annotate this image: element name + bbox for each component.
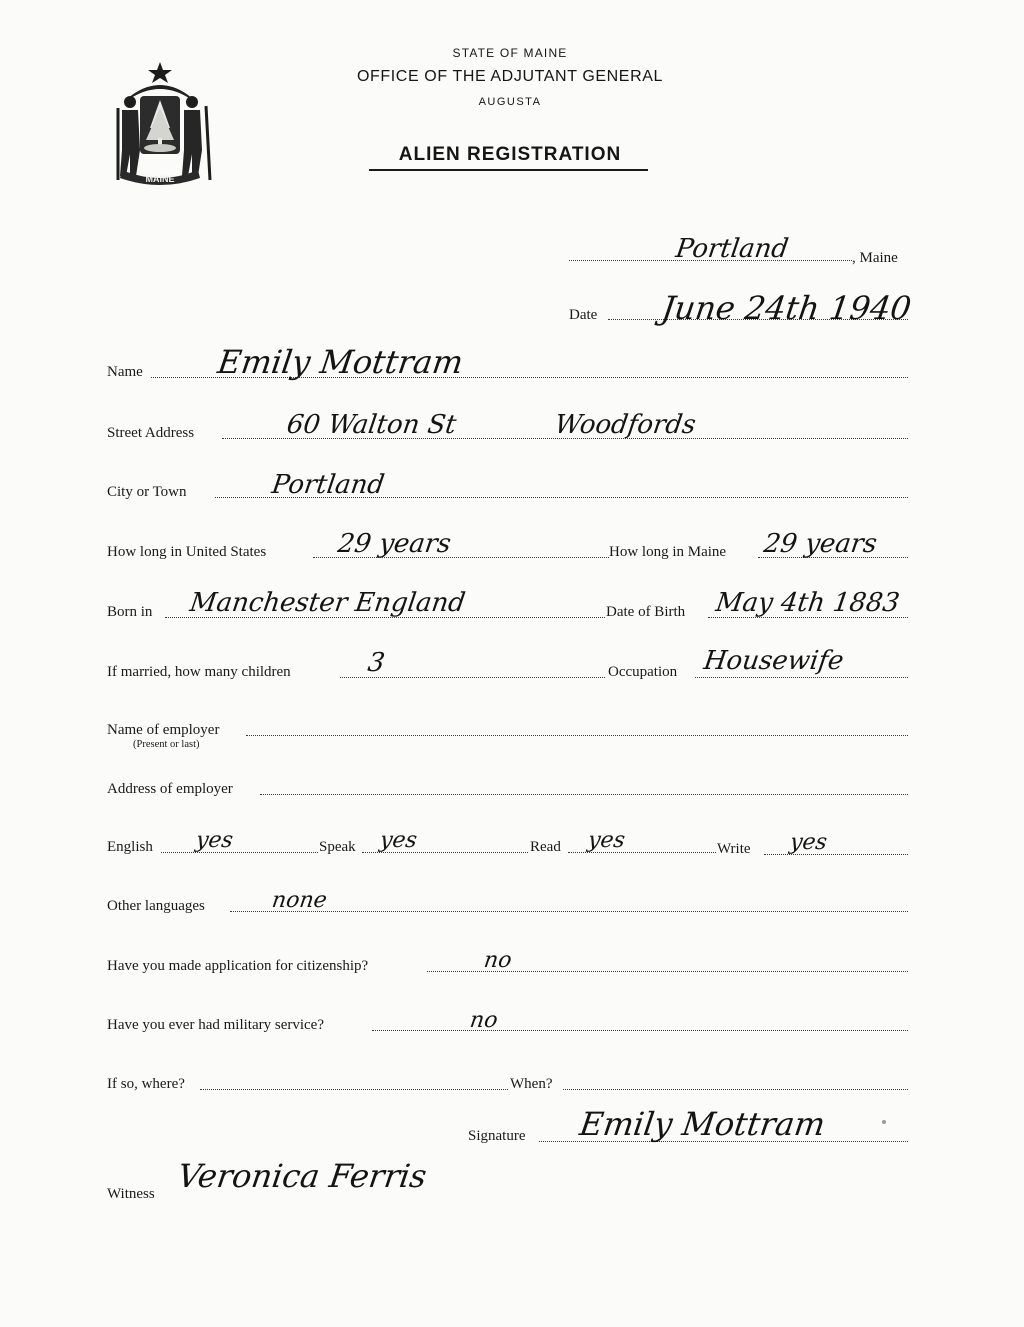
name-value: Emily Mottram — [215, 343, 466, 381]
paper-speck — [882, 1120, 886, 1124]
read-label: Read — [530, 839, 561, 855]
born-value: Manchester England — [187, 588, 468, 618]
maine-duration-label: How long in Maine — [609, 544, 727, 560]
header-office: OFFICE OF THE ADJUTANT GENERAL — [356, 68, 664, 85]
form-title: ALIEN REGISTRATION — [398, 144, 622, 165]
write-line — [764, 854, 908, 855]
read-value: yes — [586, 828, 627, 853]
location-value: Portland — [673, 234, 791, 264]
dob-label: Date of Birth — [606, 604, 686, 620]
speak-label: Speak — [319, 839, 356, 855]
street-label: Street Address — [107, 425, 195, 441]
english-line — [161, 852, 318, 853]
date-value: June 24th 1940 — [659, 289, 914, 327]
speak-value: yes — [378, 828, 419, 853]
witness-label: Witness — [107, 1186, 155, 1202]
write-value: yes — [788, 830, 829, 855]
occupation-value: Housewife — [701, 646, 846, 676]
employer-label: Name of employer — [107, 722, 220, 738]
name-label: Name — [107, 364, 143, 380]
occupation-line — [695, 677, 908, 678]
header-state: STATE OF MAINE — [452, 46, 568, 60]
dob-value: May 4th 1883 — [713, 588, 902, 618]
signature-label: Signature — [468, 1128, 526, 1144]
date-label: Date — [569, 307, 598, 323]
maine-state-seal-icon — [108, 58, 220, 188]
svg-text:MAINE: MAINE — [145, 174, 175, 184]
languages-value: none — [270, 888, 329, 913]
when-line — [563, 1089, 908, 1090]
where-label: If so, where? — [107, 1076, 185, 1092]
header-city: AUGUSTA — [478, 96, 542, 108]
where-line — [200, 1089, 508, 1090]
languages-line — [230, 911, 908, 912]
employer-address-line — [260, 794, 908, 795]
citizenship-label: Have you made application for citizenship? — [107, 958, 369, 974]
born-label: Born in — [107, 604, 153, 620]
city-value: Portland — [269, 470, 387, 500]
employer-address-label: Address of employer — [107, 781, 233, 797]
occupation-label: Occupation — [608, 664, 678, 680]
witness-value: Veronica Ferris — [175, 1157, 429, 1195]
employer-line — [246, 735, 908, 736]
military-line — [372, 1030, 908, 1031]
military-value: no — [468, 1008, 500, 1033]
citizenship-value: no — [482, 948, 514, 973]
military-label: Have you ever had military service? — [107, 1017, 324, 1033]
street-value: 60 Walton St — [284, 410, 459, 440]
location-maine-label: , Maine — [852, 250, 898, 266]
when-label: When? — [510, 1076, 553, 1092]
english-label: English — [107, 839, 153, 855]
city-label: City or Town — [107, 484, 187, 500]
us-duration-label: How long in United States — [107, 544, 267, 560]
children-value: 3 — [365, 648, 387, 678]
title-underline — [369, 169, 648, 171]
maine-duration-value: 29 years — [761, 529, 879, 559]
signature-value: Emily Mottram — [577, 1105, 828, 1143]
languages-label: Other languages — [107, 898, 205, 914]
write-label: Write — [717, 841, 751, 857]
children-label: If married, how many children — [107, 664, 291, 680]
street-value-2: Woodfords — [552, 410, 698, 440]
us-duration-value: 29 years — [335, 529, 453, 559]
employer-sub-label: (Present or last) — [133, 739, 200, 750]
english-value: yes — [194, 828, 235, 853]
